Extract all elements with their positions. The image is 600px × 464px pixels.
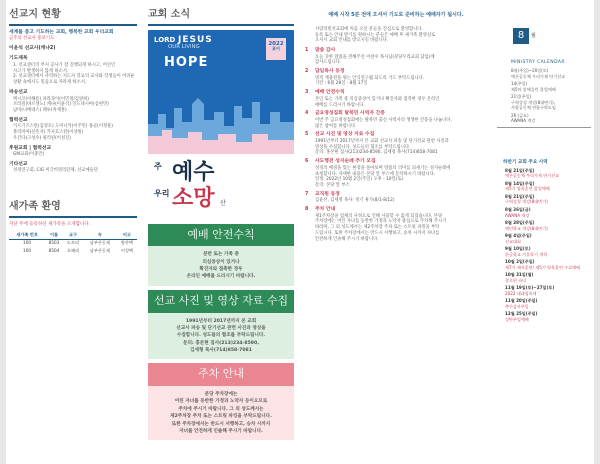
table-cell: 8504 [48,247,60,253]
notice-heading: 사도행전 성지순례 추가 모집 [315,159,376,165]
box-body-line: 제2주차장 주차 또는 스트릿 파킹을 부탁드립니다. [170,414,272,420]
second-half-list [497,168,591,322]
notice-number: 3 [305,90,309,96]
newcomer-column-header: 이름 [45,231,63,239]
welcome-intro-line: 오셔서 교회 안내를 받으시길 바랍니다. [315,38,389,44]
city-skyline-illustration [148,94,294,154]
second-half-item [497,194,591,205]
second-half-date: 8월 21일(주일) [505,167,535,173]
calendar-event [497,81,591,92]
second-half-date: 8월 26일(금) [505,206,531,212]
motto-uri: 우리 [154,188,170,198]
motto-yesu: 예수 [172,159,215,185]
safety-rules-box [148,224,294,286]
second-half-text: 제7기 제자훈련/ 제5기 양육훈련 수료예배 [505,264,581,270]
box-body-line: 주차에 주시기 바랍니다. 그 외 성도께서는 [178,406,264,412]
mission-block-heading: 기타선교 [9,162,28,168]
mission-block-line: 1. 선교센터의 부지 공사가 잘 진행되게 하시고, 어린인 [13,62,116,68]
second-half-date: 10월 31일(월) [505,272,534,278]
second-half-text: AWANA 개강 [505,212,530,218]
mission-block-line: 남미(나베네스) 페루(차재홍) [13,108,67,114]
notice-line: 영상을 수집합니다. 성도들의 협조를 부탁드립니다. [315,144,411,150]
notice-content [315,48,487,66]
box-body-line: 확진자와 접촉한 경우 [199,267,243,273]
notice-heading: 담임목사 동정 [315,69,345,75]
mission-blocks [9,46,137,174]
table-cell: 100 [23,247,32,253]
notice-line: 기간 : 6월 28일 - 8월 17일 [315,81,368,87]
second-half-date: 10월 2일(주일) [505,259,535,265]
newcomer-column-header: 교구 [63,231,83,239]
calendar-event-text: AWANA 개강 [511,118,536,124]
notice-number: 4 [305,111,309,117]
second-half-text: 구역성경 개강(8대면기) [505,199,548,205]
second-half-item [497,285,591,296]
calendar-event [497,113,591,124]
second-half-item [497,246,591,257]
notice-line: 안전하게 인솔해 주시기 바랍니다. [315,236,379,242]
notice-content [315,69,487,87]
box-body-line: 분당 주차장에는 [204,392,238,398]
second-half-text: 추수감사주일 [505,303,529,309]
second-half-date: 9월 4일(주일) [505,233,532,239]
notice-line: 예배를 드리시기 바랍니다. [315,102,365,108]
second-half-text: 성탄주일예배 [505,316,529,322]
second-half-date: 12월 25일(주일) [505,311,538,317]
notice-heading: 금요영성집회 탈북민 사역자 간증 [315,111,385,117]
notice-item [305,159,487,189]
second-half-date: 8월 14일(주일) [505,180,535,186]
table-cell: 남부산동제 [89,247,111,253]
month-header [497,28,591,44]
second-half-text: 제5기 양육훈련 졸업예배 [505,186,550,192]
notice-number: 1 [305,48,309,54]
second-half-item [497,233,591,244]
page-edge-left [0,0,6,464]
table-cell: 남부산동제 [89,240,111,246]
mission-block-heading: 이윤석 선교사(캐냐2) [9,45,56,51]
mission-block-heading: 파송선교 [9,90,28,96]
second-half-date: 8월 21일(주일) [505,193,535,199]
table-row [9,247,137,254]
box-body-line: 자녀를 안전하게 인솔해 주시기 바랍니다. [179,428,263,434]
mission-archive-box [148,290,294,360]
calendar-event-date: 21일(주일) [511,94,532,100]
mission-block [9,162,137,174]
notice-heading: 말씀 감사 [315,48,336,54]
notice-heading: 주차 안내 [315,207,336,213]
calendar-event-date: 26 (금요) [511,112,529,118]
notice-line: 일정: 2022년 10월 2일(주일) 오후 - 10일(토) [315,177,404,183]
page-edge-right [594,0,600,464]
notice-heading: 예배 안전수칙 [315,90,345,96]
mission-block-heading: 기도제목 [9,56,28,62]
mission-subtitle: 금주의 선교사 중보기도 [9,35,55,41]
second-half-text: 할로윈 파티 [505,277,527,283]
second-half-item [497,311,591,322]
box-body-line: 선교사 파송 및 단기선교 관련 사진과 영상을 [176,325,266,331]
notice-line: 영적 재충전을 위는 안식연구월 되도록 기도 부탁드립니다. [315,75,425,81]
mission-block [9,146,137,158]
newcomer-table [9,231,137,254]
section-rule [9,24,137,26]
poster-jesus: JESUS [178,34,213,45]
calendar-event-date: 8월(주일)~20일(토) [511,68,549,74]
second-half-date: 9월 10일(토) [505,246,531,252]
mission-archive-body [148,313,294,360]
notice-line: 오늘 귀한 말씀을 전해주신 이찬수 목사님(분당우리교회 담임)께 [315,54,435,60]
second-half-text: 예른공동체 우리가제 단기선교 [505,173,560,179]
calendar-event-date: 14(주일) [511,81,528,87]
table-cell: 8503 [48,240,60,246]
notice-number: 8 [305,207,309,213]
notice-line: 본인 또는 가족 중 의심증상이 있거나 확진자와 접촉한 경우 온라인 [315,96,440,102]
calendar-event-text: 사랑공동체 연합구역모임 [511,105,556,111]
second-half-item [497,207,591,218]
notice-line: 드립니다. 또한 주차장에서는 반드시 서행하고, 승차 시까지 자녀를 [315,231,440,237]
notice-line: 감사드립니다. [315,60,342,66]
table-cell: 오해리 [66,247,80,253]
motto-poster [148,30,294,154]
newcomer-column-header: 속 [83,231,117,239]
mission-block-line: 성경연구회, CIG 미국비영리단체, 선교예술단 [13,168,98,174]
second-half-text: 예년학교 개강(8대면기) [505,225,548,231]
welcome-intro-line: 사랑의빛선교회에 처음 오신 분들을 진심으로 환영합니다. [315,26,423,32]
box-body-line: 또한 주차장에서는 반드시 서행하고, 승차 시까지 [171,421,271,427]
notice-line: 많은 참여를 바랍니다. [315,123,357,129]
second-half-date: 11월 19일(토)~27일(토) [505,285,555,291]
notice-line: 이번 주 금요영성집회에는 탈북민 출신 사역자의 생생한 간증을 나눕니다. [315,117,452,123]
notice-item [305,111,487,129]
calendar-divider [497,127,591,128]
mission-block-line: 브라질(바르셀노) 케냐(이윤석) 인도네시아(심현민) [13,102,109,108]
box-body-line: 분반 또는 가족 중 [203,252,239,258]
notice-line: 바라며, 그 외 성도께서는 제2주차장 주차 또는 스트릿 파킹을 부탁 [315,225,440,231]
notice-content [315,132,487,156]
welcome-intro-line: 등록 또는 안내 받기를 원하시는 분들은 예배 후 새가족 환영실로 [315,32,436,38]
second-half-item [497,298,591,309]
calendar-event [497,68,591,79]
notice-number: 2 [305,69,309,75]
second-half-text: 선교대회 [505,238,521,244]
notice-line: 주차장에는 어린 자녀를 동반한 가정과 노약자 중심으로 주차해 주시기 [315,219,447,225]
poster-year-sub: 표어 [272,46,280,52]
mission-column [9,4,137,460]
calendar-title: MINISTRY CALENDAR [511,60,565,65]
poster-year-badge [266,38,286,60]
notice-item [305,90,487,108]
calendar-event-text: 제5차 알에올란 졸업예배 [511,86,556,92]
church-news-column [148,4,294,460]
notice-item [305,69,487,87]
mission-block [9,118,137,142]
welcome-intro [305,27,487,44]
notice-line: 제1주차장을 업체의 사정으로 인해 사용할 수 없게 되었습니다. 본당 [315,213,443,219]
notice-heading: 선교 사진 및 영상 자료 수집 [315,132,375,138]
mission-intro: 세계를 품고 기도하는 교회, 행복한 교회 우리교회 [9,29,114,35]
mission-block [9,90,137,114]
notice-line: 초청합니다. 자세한 내용은 본당 앞 부스에 문의하시기 바랍니다. [315,171,436,177]
notice-line: 1991년부터 2017년까지 본 교회 선교사 파송 및 단기선교 관련 사진과 [315,138,449,144]
mission-block [9,56,137,86]
calendar-event-text: 구역성경 개강(8대면기), [511,99,555,105]
notices-column [305,4,487,460]
mission-block-line: 멕시코(이해룡) 파라과이(이민철/김양희) [13,96,89,102]
mission-block-line: 상황 속에서도 믿음으로 자라게 하소서. [13,80,87,86]
safety-rules-body [148,246,294,285]
mission-block-line: 우간다(고성수) 필리핀(이성진) [13,135,71,141]
second-half-item [497,259,591,270]
poster-hope: HOPE [164,54,209,70]
church-news-title: 교회 소식 [148,9,191,20]
section-rule [148,24,294,26]
second-half-title: 하반기 교회 주요 사역 [503,159,548,165]
notice-content [315,207,487,242]
mission-block [9,46,137,52]
safety-rules-title: 예배 안전수칙 [148,224,294,247]
second-half-item [497,168,591,179]
mission-archive-title: 선교 사진 및 영상 자료 수집 [148,290,294,313]
mission-block-line: 볼리비아(신흥자) 카자흐스탄(이상원) [13,130,84,136]
box-body-line: 어린 자녀를 동반한 가정과 노약자 등이오므로 [174,399,268,405]
mission-block-heading: 협력선교 [9,117,28,123]
mission-section-title: 선교지 현황 [9,9,61,20]
second-half-item [497,220,591,231]
calendar-event-text: 예른공동체 우리가제 단기선교 [511,73,566,79]
parking-body [148,386,294,440]
table-cell: 도토리 [66,240,80,246]
box-body-line: 의심증상이 있거나 [202,259,240,265]
table-cell: 100 [23,240,32,246]
second-half-item [497,272,591,283]
box-body-line: 김세형 목사(714)858-7081 [190,347,252,353]
second-half-date: 8월 28일(주일) [505,220,535,226]
notice-item [305,192,487,204]
motto-ju: 주 [154,161,162,171]
yeyesu-motto [148,156,294,220]
second-half-item [497,181,591,192]
mission-block-line: 키르기즈스탄(김영모) 도미니카(이주민) 몽골(이정훈) [13,124,113,130]
notice-line: 김윤선, 김세영 목사: 정기 휴가(8/1-8/12) [315,198,395,204]
second-half-date: 11월 20일(주일) [505,298,538,304]
box-body-line: 문의: 홍본현 집사(213)234-8590, [183,340,259,346]
newcomer-section-title: 새가족 환영 [9,201,61,213]
box-body-line: 1991년부터 2017년까지 본 교회 [185,318,257,324]
box-body-line: 수집합니다. 성도들의 협조를 부탁드립니다. [176,333,266,339]
notice-content [315,192,487,204]
table-cell: 방산택 [120,240,133,246]
notice-content [315,159,487,189]
motto-somang: 소망 [172,185,215,211]
notice-content [315,111,487,129]
mission-block-line: 2. 선교센터에서 사역하는 지도자 학교의 교사와 학생들이 어려운 [13,74,135,80]
notices-header: 예배 시작 5분 전에 오셔서 기도로 준비하는 예배자가 됩시다. [328,12,464,18]
notice-number: 7 [305,191,309,197]
calendar-column [497,4,591,460]
notice-item [305,48,487,66]
second-half-text: 한글학교 가을학기 개학 [505,251,548,257]
notice-number: 5 [305,132,309,138]
mission-block-line: 사고가 발생하지 않게 하소서. [13,68,69,74]
table-row [9,239,137,247]
newcomer-column-header: 비고 [117,231,137,239]
notice-content [315,90,487,108]
calendar-events [497,68,591,124]
notice-item [305,132,487,156]
table-cell: 이성택 [120,247,133,253]
mission-block-line: GM교회(이충만) [13,152,45,158]
second-half-text: 2022 대대림특새 [505,290,537,296]
newcomer-column-header: 새가족 번호 [9,231,45,239]
poster-year: 2022 [268,40,284,47]
poster-lord: LORD [154,35,176,44]
motto-san: 산 [220,199,226,207]
notice-line: 문의: 본당 앞 부스 [315,183,350,189]
notice-line: 성경의 배경을 있는 현장을 돌아보며 말씀의 의미를 되새기는 성지순례에 [315,165,451,171]
notice-line: 문의: 홍본현 집사(213)234-8590, 김세형 목사(714)858-7081 [315,150,438,156]
notice-number: 6 [305,159,309,165]
poster-our-living: OUR LIVING [168,43,200,50]
month-label: 월 [531,32,536,39]
parking-box [148,363,294,440]
notice-list [305,48,487,242]
notice-heading: 교직원 동정 [315,191,340,197]
section-rule [9,216,137,218]
mission-block-heading: 후원교회 | 협력선교 [9,145,52,151]
month-badge: 8 [513,28,529,44]
calendar-event [497,94,591,111]
parking-title: 주차 안내 [148,363,294,386]
box-body-line: 온라인 예배를 드리시기 바랍니다. [186,274,256,280]
notice-item [305,207,487,242]
newcomer-note: 지난 주에 등록하신 새가족을 소개합니다. [9,221,91,227]
